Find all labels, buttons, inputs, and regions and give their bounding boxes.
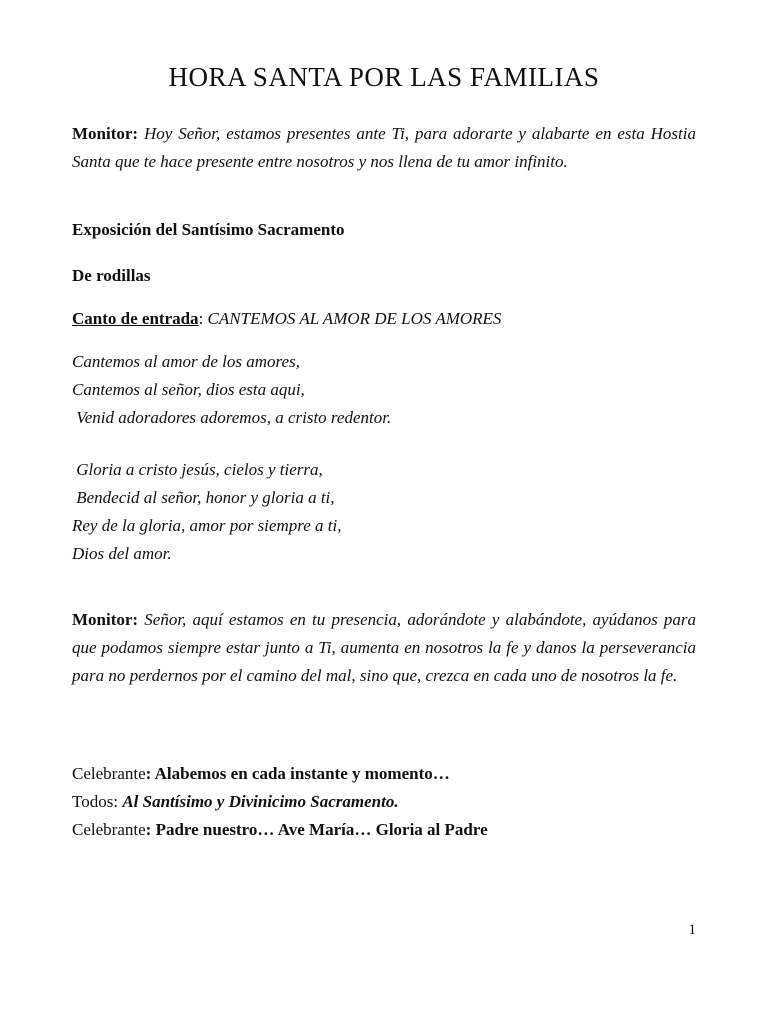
response-colon: :	[145, 764, 155, 783]
verse-line: Cantemos al amor de los amores,	[72, 352, 300, 371]
monitor-label: Monitor:	[72, 610, 139, 629]
response-line	[72, 816, 696, 844]
monitor-intro-text: Hoy Señor, estamos presentes ante Ti, para adorarte y alabarte en esta Hostia Santa que te hace presente entre nosotros y nos llena de tu amor infinito.	[72, 124, 696, 171]
response-colon: :	[113, 792, 123, 811]
response-text: Alabemos en cada instante y momento…	[154, 764, 450, 783]
verse-line: Cantemos al señor, dios esta aqui,	[72, 380, 305, 399]
monitor-intro-paragraph	[72, 120, 696, 176]
song-verse-2	[72, 456, 696, 568]
response-speaker: Celebrante	[72, 820, 146, 839]
verse-line: Dios del amor.	[72, 544, 172, 563]
entrance-song-label: Canto de entrada	[72, 309, 199, 328]
verse-line: Rey de la gloria, amor por siempre a ti,	[72, 516, 342, 535]
kneeling-instruction: De rodillas	[72, 266, 151, 285]
page-title: HORA SANTA POR LAS FAMILIAS	[168, 62, 600, 92]
verse-line: Venid adoradores adoremos, a cristo redentor.	[72, 408, 392, 427]
monitor-label: Monitor:	[72, 124, 139, 143]
entrance-song-colon: :	[198, 309, 208, 328]
responses-block	[72, 760, 696, 844]
verse-line: Gloria a cristo jesús, cielos y tierra,	[72, 460, 323, 479]
entrance-song-title: CANTEMOS AL AMOR DE LOS AMORES	[207, 309, 502, 328]
response-line	[72, 788, 696, 816]
monitor-prayer-paragraph	[72, 606, 696, 690]
page-number: 1	[688, 922, 696, 938]
monitor-prayer-text: Señor, aquí estamos en tu presencia, adorándote y alabándote, ayúdanos para que podamos siempre estar junto a Ti, aumenta en nosotros la fe y danos la perseverancia para no perdernos por el camino del mal, sino que, crezca en cada uno de nosotros la fe.	[72, 610, 696, 685]
response-colon: :	[145, 820, 156, 839]
entrance-song-heading	[72, 305, 696, 333]
response-text: Al Santísimo y Divinicimo Sacramento.	[122, 792, 399, 811]
verse-line: Bendecid al señor, honor y gloria a ti,	[72, 488, 335, 507]
response-text: Padre nuestro… Ave María… Gloria al Padre	[155, 820, 488, 839]
response-speaker: Todos	[72, 792, 114, 811]
song-verse-1	[72, 348, 696, 432]
response-speaker: Celebrante	[72, 764, 146, 783]
response-line	[72, 760, 696, 788]
exposition-heading: Exposición del Santísimo Sacramento	[72, 220, 345, 239]
